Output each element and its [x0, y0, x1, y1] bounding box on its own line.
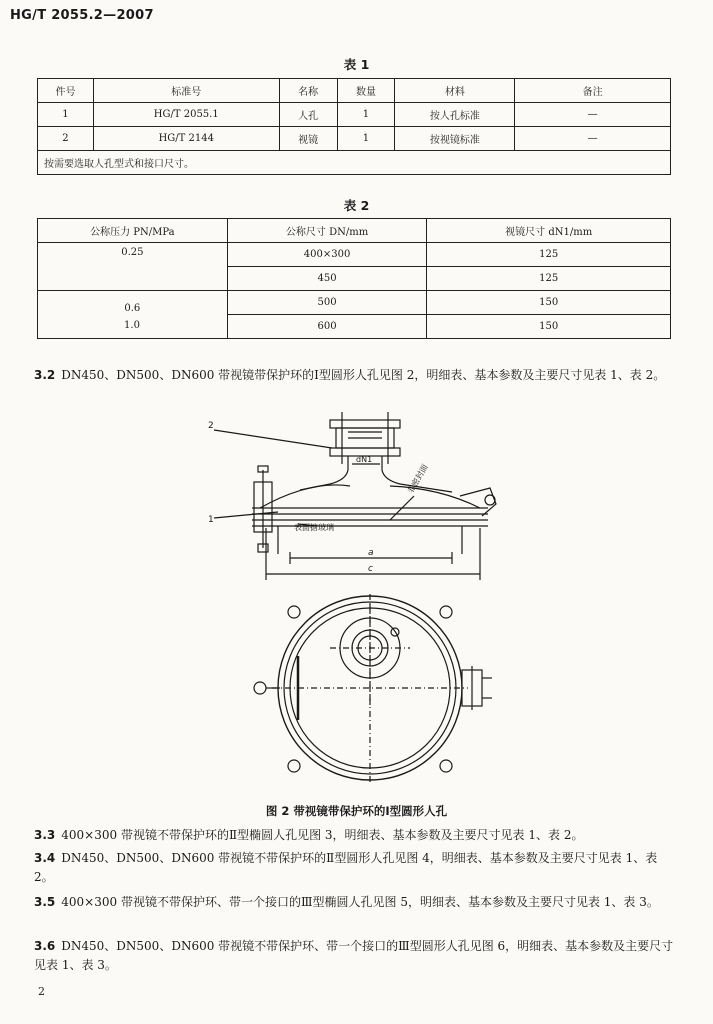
- table-cell: 人孔: [279, 103, 337, 127]
- table-cell: 500: [227, 291, 427, 315]
- table-cell: HG/T 2144: [93, 127, 279, 151]
- section-number: 3.5: [34, 895, 56, 909]
- table-cell: 按人孔标准: [395, 103, 515, 127]
- dimension-a-label: a: [368, 548, 374, 558]
- table-row: [38, 103, 671, 127]
- table2-pressure-label: 1.0: [124, 320, 140, 331]
- paragraph-3-2: [34, 366, 680, 385]
- table-cell: HG/T 2055.1: [93, 103, 279, 127]
- table-header-cell: 公称尺寸 DN/mm: [227, 219, 427, 243]
- section-number: 3.3: [34, 828, 56, 842]
- table-header-row: [38, 219, 671, 243]
- table-cell: 0.6: [38, 291, 228, 339]
- table-note-row: [38, 151, 671, 175]
- callout-leader-2: [214, 430, 332, 448]
- table-cell: 视镜: [279, 127, 337, 151]
- bolt-icon: [288, 606, 300, 618]
- table-header-cell: 备注: [515, 79, 671, 103]
- table-cell: 2: [38, 127, 94, 151]
- glass-surface-label: 表面搪玻璃: [294, 523, 334, 532]
- callout-leader-1: [214, 512, 278, 518]
- table-row: [38, 291, 671, 315]
- section-number: 3.2: [34, 368, 56, 382]
- table-cell: 0.25: [38, 243, 228, 291]
- table-cell: 400×300: [227, 243, 427, 267]
- dimension-c-label: c: [368, 564, 373, 574]
- callout-1-label: 1: [208, 515, 214, 525]
- table-1: [37, 78, 671, 175]
- paragraph-3-4: [34, 849, 680, 887]
- table-row: [38, 127, 671, 151]
- table-header-cell: 标准号: [93, 79, 279, 103]
- section-number: 3.4: [34, 851, 56, 865]
- non-sealing-face-label: 非密封面: [405, 462, 430, 495]
- standard-header: HG/T 2055.2—2007: [10, 8, 154, 23]
- table-row: [38, 243, 671, 267]
- paragraph-text: 400×300 带视镜不带保护环、带一个接口的Ⅲ型椭圆人孔见图 5，明细表、基本参数及主要尺寸见表 1、表 3。: [61, 895, 659, 909]
- table-cell: 150: [427, 315, 671, 339]
- sight-glass-flange-top: [330, 420, 400, 428]
- table-cell: 按视镜标准: [395, 127, 515, 151]
- figure-2-drawing: [190, 408, 520, 798]
- paragraph-3-3: [34, 826, 680, 845]
- table-cell: 125: [427, 267, 671, 291]
- table-cell: 1: [337, 103, 395, 127]
- bolt-icon: [440, 606, 452, 618]
- table-header-cell: 名称: [279, 79, 337, 103]
- table-cell: 450: [227, 267, 427, 291]
- table2-caption: 表 2: [343, 198, 370, 213]
- bolt-icon: [288, 760, 300, 772]
- paragraph-3-6: [34, 937, 680, 975]
- paragraph-text: DN450、DN500、DN600 带视镜不带保护环、带一个接口的Ⅲ型圆形人孔见图 6，明细表、基本参数及主要尺寸见表 1、表 3。: [34, 939, 674, 972]
- callout-2-label: 2: [208, 421, 214, 431]
- table-cell: 1: [337, 127, 395, 151]
- table1-caption: 表 1: [343, 57, 370, 72]
- figure-2-caption: 图 2 带视镜带保护环的Ⅰ型圆形人孔: [265, 804, 448, 818]
- table-header-row: [38, 79, 671, 103]
- table-cell: —: [515, 127, 671, 151]
- table-cell: 1: [38, 103, 94, 127]
- table-cell: 150: [427, 291, 671, 315]
- bolt-icon: [440, 760, 452, 772]
- table-cell: 125: [427, 243, 671, 267]
- table-header-cell: 材料: [395, 79, 515, 103]
- section-number: 3.6: [34, 939, 56, 953]
- table-cell: 600: [227, 315, 427, 339]
- table-header-cell: 件号: [38, 79, 94, 103]
- table-header-cell: 视镜尺寸 dN1/mm: [427, 219, 671, 243]
- table-note: 按需要选取人孔型式和接口尺寸。: [38, 151, 671, 175]
- table-cell: —: [515, 103, 671, 127]
- paragraph-3-5: [34, 893, 680, 912]
- paragraph-text: DN450、DN500、DN600 带视镜带保护环的Ⅰ型圆形人孔见图 2，明细表、基本参数及主要尺寸见表 1、表 2。: [61, 368, 666, 382]
- table-header-cell: 数量: [337, 79, 395, 103]
- table-header-cell: 公称压力 PN/MPa: [38, 219, 228, 243]
- paragraph-text: DN450、DN500、DN600 带视镜不带保护环的Ⅱ型圆形人孔见图 4，明细表、基本参数及主要尺寸见表 1、表 2。: [34, 851, 658, 884]
- dn1-label: dN1: [356, 455, 373, 464]
- paragraph-text: 400×300 带视镜不带保护环的Ⅱ型椭圆人孔见图 3，明细表、基本参数及主要尺寸见表 1、表 2。: [61, 828, 584, 842]
- page-number: 2: [38, 985, 45, 998]
